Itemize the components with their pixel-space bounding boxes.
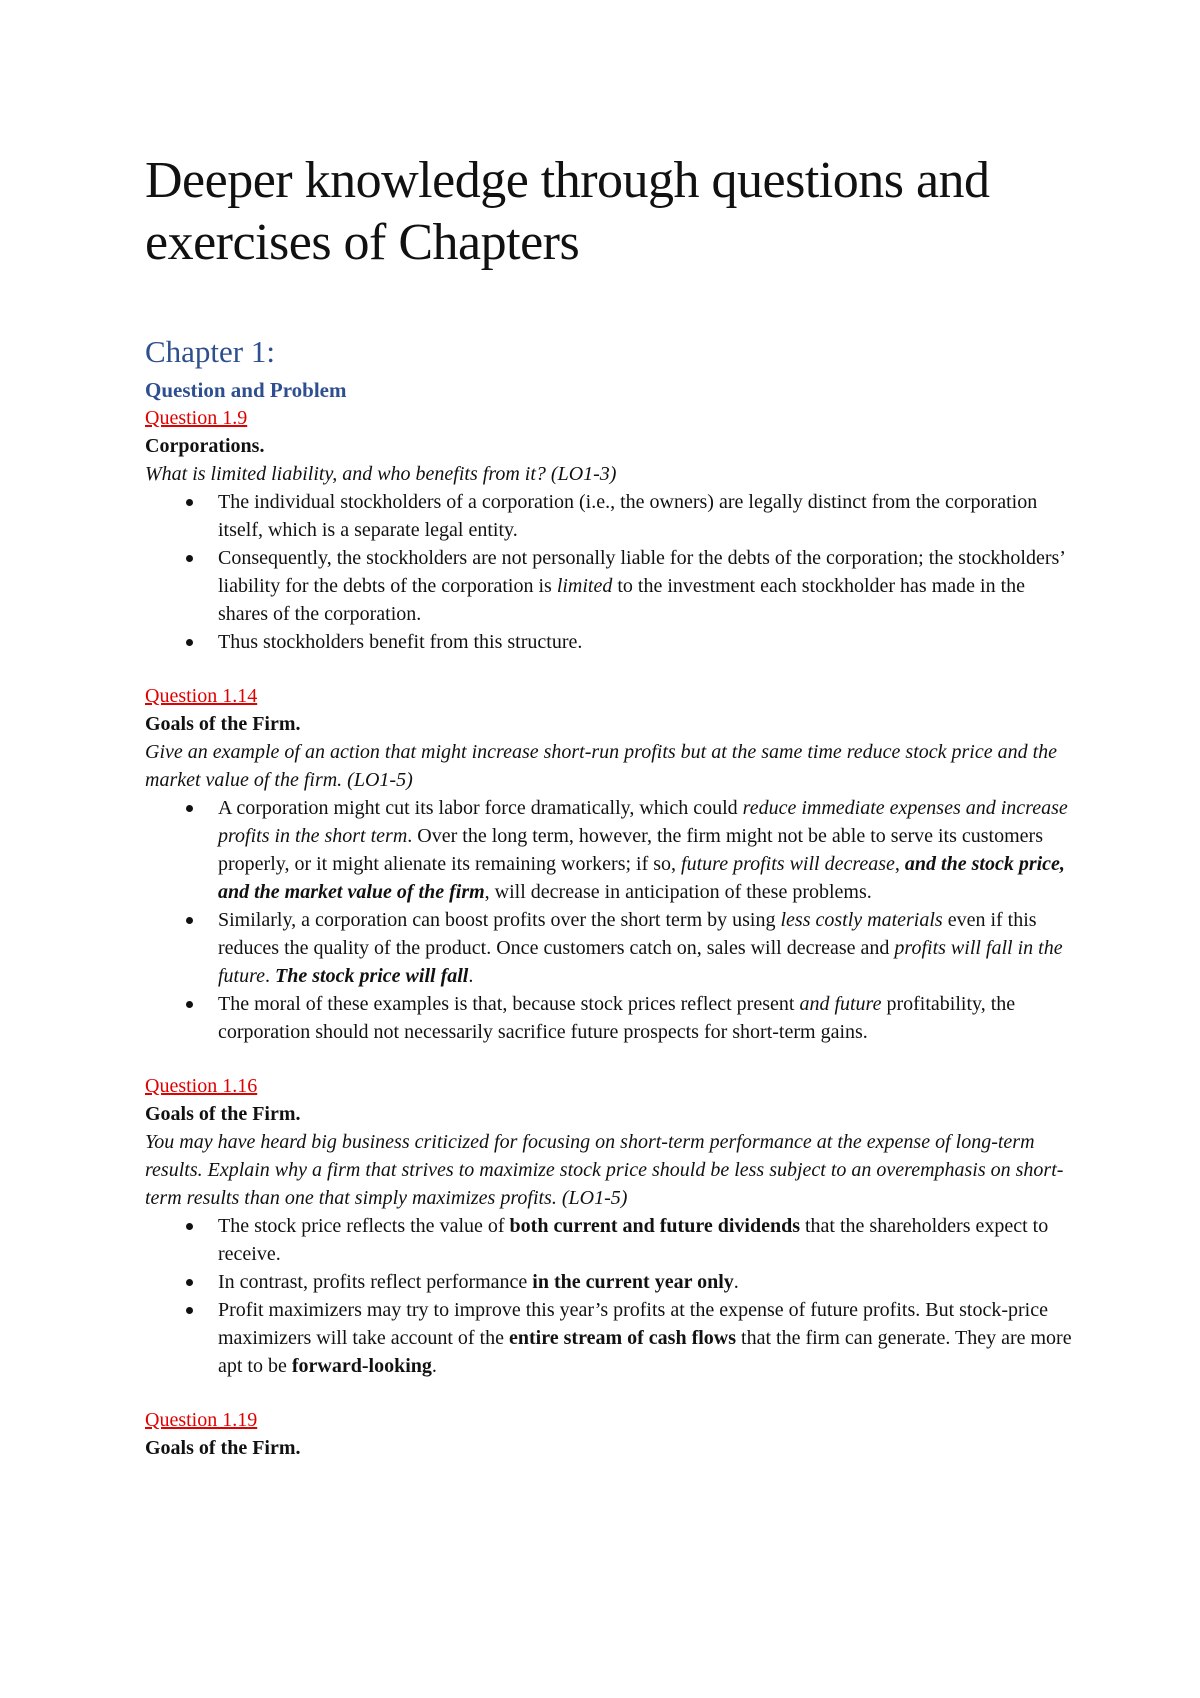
question-number: Question 1.16 xyxy=(145,1075,258,1097)
question-number: Question 1.19 xyxy=(145,1409,258,1431)
question-block xyxy=(145,682,1075,1046)
answer-text: . xyxy=(265,965,276,987)
answer-text: . xyxy=(733,1271,739,1293)
answer-text: The individual stockholders of a corporation (i.e., the owners) are legally distinct from the corporation itself, which is a separate legal entity. xyxy=(218,491,1038,541)
question-topic: Goals of the Firm. xyxy=(145,713,301,735)
page-content xyxy=(145,150,1075,1488)
question-prompt: Give an example of an action that might increase short-run profits but at the same time reduce stock price and the market value of the firm. (LO1-5) xyxy=(145,741,1058,791)
answer-text: A corporation might cut its labor force dramatically, which could xyxy=(218,797,743,819)
answer-text: . xyxy=(431,1355,437,1377)
question-block xyxy=(145,404,1075,656)
question-prompt: You may have heard big business criticized for focusing on short-term performance at the expense of long-term results. Explain why a firm that strives to maximize stock price should be less subject to an overemphasis on short-term results than one that simply maximizes profits. (LO1-5) xyxy=(145,1131,1064,1209)
answer-text: The moral of these examples is that, because stock prices reflect present xyxy=(218,993,800,1015)
answer-bullet xyxy=(218,1296,1075,1380)
document-title: Deeper knowledge through questions and exercises of Chapters xyxy=(145,152,990,271)
answer-text: The stock price reflects the value of xyxy=(218,1215,510,1237)
answer-text: The stock price will fall xyxy=(275,965,469,987)
answer-text: and the stock price, and the market value of the firm xyxy=(218,853,1065,903)
answer-text: In contrast, profits reflect performance xyxy=(218,1271,533,1293)
question-number: Question 1.9 xyxy=(145,407,248,429)
answer-list xyxy=(145,488,1075,656)
answer-text: in the current year only xyxy=(532,1271,734,1293)
answer-text: that the firm can generate. They are more apt to be xyxy=(218,1327,1072,1377)
answer-text: reduce immediate expenses and increase profits in the short term xyxy=(218,797,1068,847)
answer-text: both current and future dividends xyxy=(509,1215,800,1237)
answer-text: entire stream of cash flows xyxy=(509,1327,737,1349)
question-number: Question 1.14 xyxy=(145,685,258,707)
question-prompt: What is limited liability, and who benefits from it? (LO1-3) xyxy=(145,463,617,485)
answer-text: future profits will decrease xyxy=(681,853,895,875)
answer-text: . Over the long term, however, the firm might not be able to serve its customers properly, or it might alienate its remaining workers; if so, xyxy=(218,825,1043,875)
answer-text: even if this reduces the quality of the product. Once customers catch on, sales will decrease and xyxy=(218,909,1037,959)
answer-bullet xyxy=(218,628,1075,656)
answer-text: less costly materials xyxy=(780,909,943,931)
answer-text: profits will fall in the future xyxy=(218,937,1063,987)
answer-text: to the investment each stockholder has made in the shares of the corporation. xyxy=(218,575,1026,625)
chapter-heading: Chapter 1: xyxy=(145,334,275,369)
answer-text: forward-looking xyxy=(291,1355,432,1377)
question-list xyxy=(145,404,1075,1462)
answer-text: Similarly, a corporation can boost profits over the short term by using xyxy=(218,909,781,931)
answer-text: profitability, the corporation should not necessarily sacrifice future prospects for short-term gains. xyxy=(218,993,1016,1043)
answer-text: and future xyxy=(799,993,882,1015)
answer-bullet xyxy=(218,906,1075,990)
question-topic: Corporations. xyxy=(145,435,265,457)
question-block xyxy=(145,1072,1075,1380)
section-heading: Question and Problem xyxy=(145,378,347,402)
answer-text: Thus stockholders benefit from this structure. xyxy=(218,631,583,653)
answer-text: that the shareholders expect to receive. xyxy=(218,1215,1049,1265)
answer-list xyxy=(145,1212,1075,1380)
answer-text: , will decrease in anticipation of these problems. xyxy=(484,881,872,903)
answer-list xyxy=(145,794,1075,1046)
answer-text: limited xyxy=(556,575,613,597)
answer-text: , xyxy=(894,853,905,875)
answer-text: Consequently, the stockholders are not personally liable for the debts of the corporation; the stockholders’ liability for the debts of the corporation is xyxy=(218,547,1065,597)
answer-bullet xyxy=(218,794,1075,906)
answer-text: . xyxy=(468,965,474,987)
answer-bullet xyxy=(218,1268,1075,1296)
answer-bullet xyxy=(218,1212,1075,1268)
answer-bullet xyxy=(218,488,1075,544)
question-topic: Goals of the Firm. xyxy=(145,1437,301,1459)
answer-bullet xyxy=(218,990,1075,1046)
question-topic: Goals of the Firm. xyxy=(145,1103,301,1125)
answer-bullet xyxy=(218,544,1075,628)
answer-text: Profit maximizers may try to improve this year’s profits at the expense of future profits. But stock-price maximizers will take account of the xyxy=(218,1299,1048,1349)
question-block xyxy=(145,1406,1075,1462)
